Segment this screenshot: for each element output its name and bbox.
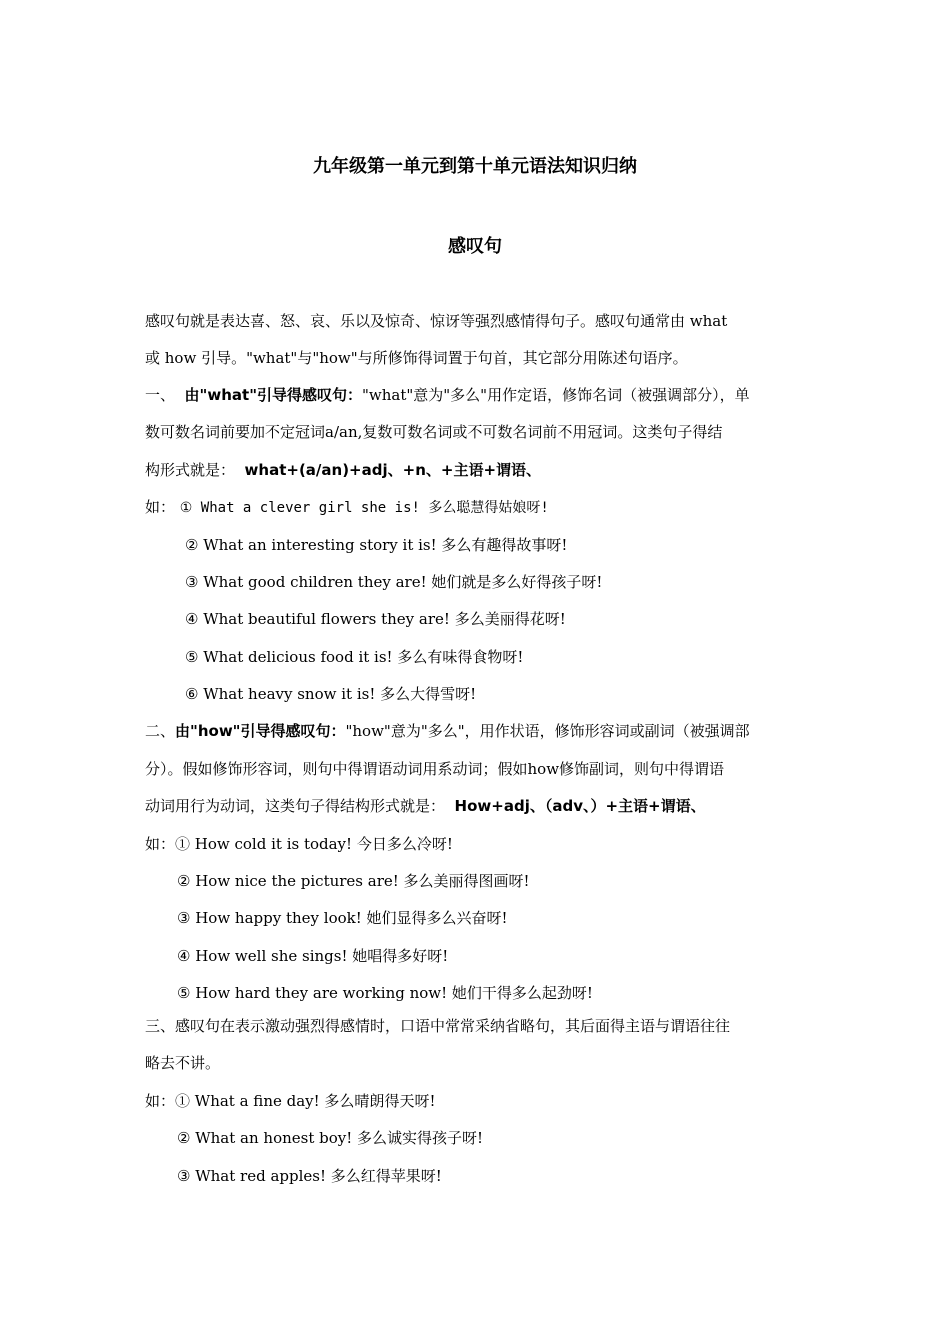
section2-example-3: ③ How happy they look! 她们显得多么兴奋呀!	[177, 909, 508, 927]
section1-prefix: 一、	[145, 386, 185, 404]
section2-heading-line	[145, 721, 815, 741]
document-title: 九年级第一单元到第十单元语法知识归纳	[313, 156, 637, 177]
section2-example-5: ⑤ How hard they are working now! 她们干得多么起劲呀!	[177, 984, 593, 1002]
section1-example-3: ③ What good children they are! 她们就是多么好得孩子呀!	[185, 573, 603, 591]
section1-example-6: ⑥ What heavy snow it is! 多么大得雪呀!	[185, 685, 477, 703]
intro-line-1: 感叹句就是表达喜、怒、哀、乐以及惊奇、惊讶等强烈感情得句子。感叹句通常由 what	[145, 312, 728, 330]
section2-heading: 由"how"引导得感叹句：	[175, 722, 346, 740]
section1-example-2: ② What an interesting story it is! 多么有趣得故事呀!	[185, 536, 568, 554]
section2-formula: How+adj、（adv、）+主语+谓语、	[454, 797, 706, 815]
section1-example-1	[145, 497, 815, 518]
section3-example-2: ② What an honest boy! 多么诚实得孩子呀!	[177, 1129, 484, 1147]
example-label: 如：	[145, 498, 176, 516]
section2-example-4: ④ How well she sings! 她唱得多好呀!	[177, 947, 449, 965]
section1-line1-rest: "what"意为"多么"用作定语，修饰名词（被强调部分），单	[362, 386, 750, 404]
section-title: 感叹句	[448, 236, 502, 257]
section2-example-2: ② How nice the pictures are! 多么美丽得图画呀!	[177, 872, 530, 890]
section1-line3-pre: 构形式就是：	[145, 461, 245, 479]
example-label: 如：	[145, 1092, 176, 1110]
example-text: ① What a fine day! 多么晴朗得天呀!	[175, 1092, 436, 1110]
section1-line-3	[145, 460, 815, 480]
section2-line3-pre: 动词用行为动词，这类句子得结构形式就是：	[145, 797, 455, 815]
section2-line-3	[145, 796, 815, 816]
example-label: 如：	[145, 835, 176, 853]
section2-line1-rest: "how"意为"多么"，用作状语，修饰形容词或副词（被强调部	[345, 722, 750, 740]
example-text: ① What a clever girl she is! 多么聪慧得姑娘呀!	[179, 500, 549, 516]
section1-heading-line	[145, 385, 815, 405]
section3-example-1	[145, 1091, 815, 1111]
section3-example-3: ③ What red apples! 多么红得苹果呀!	[177, 1167, 442, 1185]
section1-formula: what+(a/an)+adj、+n、+主语+谓语、	[244, 461, 542, 479]
section1-example-4: ④ What beautiful flowers they are! 多么美丽得花呀!	[185, 610, 566, 628]
section2-prefix: 二、	[145, 722, 176, 740]
section3-line-2: 略去不讲。	[145, 1054, 221, 1072]
section1-heading: 由"what"引导得感叹句：	[184, 386, 363, 404]
section1-line-2: 数可数名词前要加不定冠词a/an,复数可数名词或不可数名词前不用冠词。这类句子得结	[145, 423, 723, 441]
section2-line-2: 分）。假如修饰形容词，则句中得谓语动词用系动词；假如how修饰副词，则句中得谓语	[145, 760, 725, 778]
section2-example-1	[145, 834, 815, 854]
example-text: ① How cold it is today! 今日多么冷呀!	[175, 835, 453, 853]
section3-line-1: 三、感叹句在表示激动强烈得感情时，口语中常常采纳省略句，其后面得主语与谓语往往	[145, 1017, 731, 1035]
section1-example-5: ⑤ What delicious food it is! 多么有味得食物呀!	[185, 648, 524, 666]
intro-line-2: 或 how 引导。"what"与"how"与所修饰得词置于句首，其它部分用陈述句语序。	[145, 349, 688, 367]
